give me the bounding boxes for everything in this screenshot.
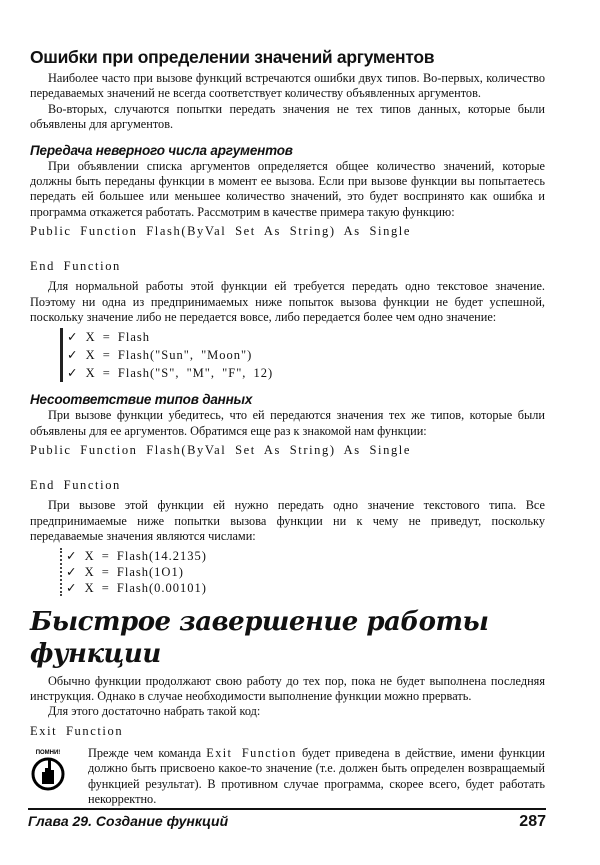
paragraph: Для этого достаточно набрать такой код: xyxy=(48,704,261,719)
paragraph: Во-вторых, случаются попытки передать значения не тех типов данных, которые были объявлены для аргументов. xyxy=(30,101,545,132)
page-number: 287 xyxy=(519,813,546,830)
subsection-heading: Передача неверного числа аргументов xyxy=(30,142,293,158)
subsection-heading: Несоответствие типов данных xyxy=(30,392,253,408)
paragraph: При вызове функции убедитесь, что ей передаются значения тех же типов, которые были объявлены для ее аргументов. Обратимся еще раз к знакомой нам функции: xyxy=(30,408,545,438)
list-item: ✓ X = Flash(1O1) xyxy=(66,564,184,579)
note-text: будет приведена в действие, имени функции должно быть присвоено какое-то значение (т.е. должен быть определен возвращаемый функцией результат). В противном случае программа, скорее всего, будет работать некорректно. xyxy=(88,745,545,806)
list-item: ✓ X = Flash("S", "M", "F", 12) xyxy=(67,366,274,381)
list-item: ✓ X = Flash("Sun", "Moon") xyxy=(67,348,253,363)
note-text: Прежде чем команда xyxy=(88,745,207,760)
code-line: Public Function Flash(ByVal Set As String) As Single xyxy=(30,224,412,239)
note-paragraph xyxy=(88,746,545,808)
paragraph: Наиболее часто при вызове функций встречаются ошибки двух типов. Во-первых, количество передаваемых значений не всегда соответствует количеству объявленных аргументов. xyxy=(30,71,545,101)
paragraph: При вызове этой функции ей нужно передать одно значение текстового типа. Все предпринимаемые ниже попытки вызова функции ни к чему не приведут, поскольку передаваемые значения являются числами: xyxy=(30,498,545,544)
remember-icon xyxy=(30,746,66,794)
footer xyxy=(28,808,546,831)
paragraph: Для нормальной работы этой функции ей требуется передать одно текстовое значение. Поэтому ни одна из предпринимаемых ниже попыток вызова функции не будет успешной, поскольку значение либо не передается вовсе, либо передается более чем одно значение: xyxy=(30,279,545,325)
list-item: ✓ X = Flash(14.2135) xyxy=(66,548,207,563)
section-heading: Ошибки при определении значений аргументов xyxy=(30,47,435,67)
code-line: End Function xyxy=(30,259,121,274)
chapter-section-heading: Быстрое завершение работы функции xyxy=(30,606,489,669)
paragraph: Обычно функции продолжают свою работу до тех пор, пока не будет выполнена последняя инструкция. Однако в случае необходимости выполнение функции можно прервать. xyxy=(30,673,545,703)
code-list xyxy=(60,328,367,382)
paragraph: При объявлении списка аргументов определяется общее количество значений, которые должны быть переданы функции в момент ее вызова. Если при вызове функции вы попытаетесь передать ей большее или меньшее количество значений, это будет воспринято как ошибка и программа откажется работать. Рассмотрим в качестве примера такую функцию: xyxy=(30,158,545,219)
note-code: Exit Function xyxy=(206,745,297,760)
list-item: ✓ X = Flash(0.00101) xyxy=(66,580,207,595)
footer-chapter: Глава 29. Создание функций xyxy=(28,813,229,829)
code-list xyxy=(60,548,366,596)
list-item: ✓ X = Flash xyxy=(67,330,151,345)
page-content xyxy=(30,47,545,807)
note-block xyxy=(30,746,545,808)
remember-icon-label: ПОМНИ! xyxy=(35,749,61,756)
code-line: End Function xyxy=(30,478,121,493)
code-line: Public Function Flash(ByVal Set As String) As Single xyxy=(30,443,412,458)
code-line: Exit Function xyxy=(30,723,124,738)
